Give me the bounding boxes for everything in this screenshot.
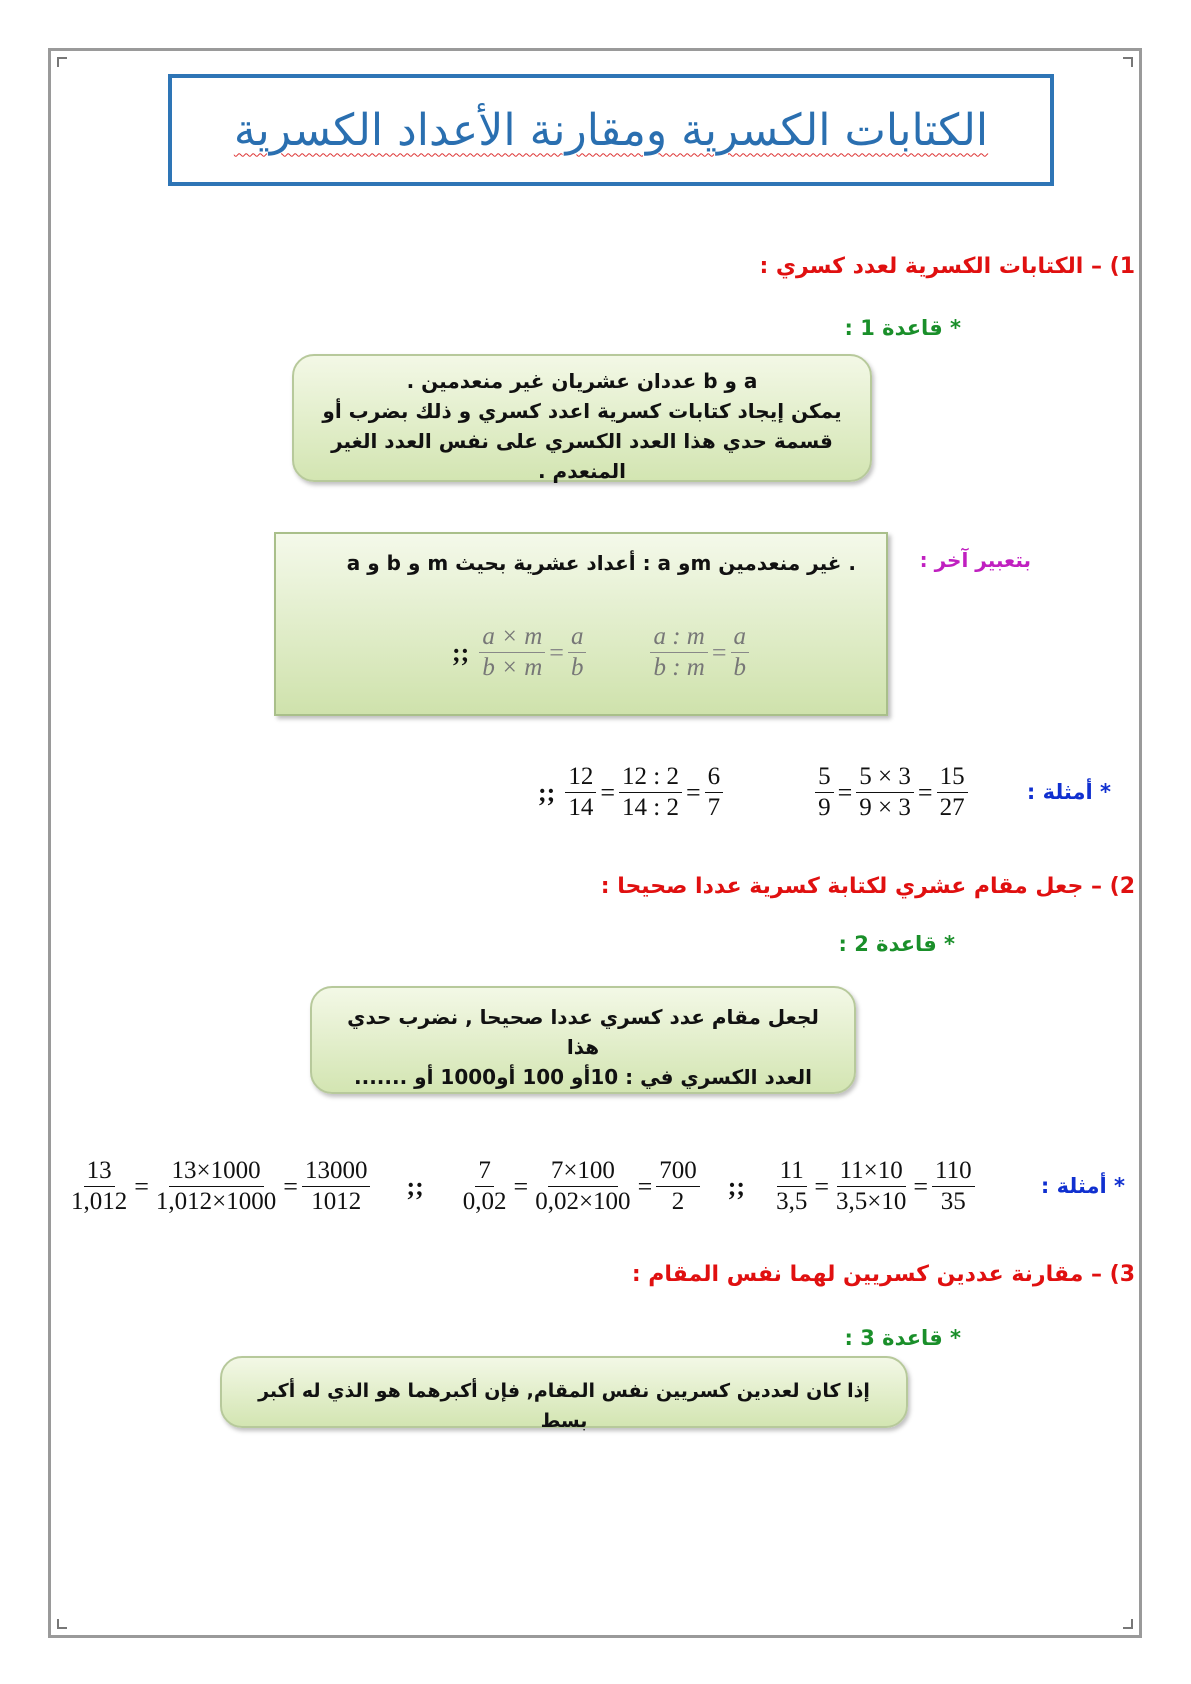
fraction: $\frac{5}{9}$ [815, 762, 834, 823]
rule1-label: * قاعدة 1 : [844, 316, 961, 340]
rule1-line: يمكن إيجاد كتابات كسرية اعدد كسري و ذلك بضرب أو [322, 399, 842, 423]
separator: ;; [452, 637, 470, 667]
fraction: $\frac{12 : 2}{14 : 2}$ [619, 762, 682, 823]
rule1-line: a و b عددان عشريان غير منعدمين . [406, 369, 758, 393]
equals-sign: = [913, 1171, 929, 1201]
equals-sign: = [685, 777, 701, 807]
rule1-line: قسمة حدي هذا العدد الكسري على نفس العدد الغير المنعدم . [331, 429, 833, 483]
fraction: $\frac{a}{b}$ [568, 622, 587, 683]
fraction: $\frac{11\times 10}{3,5\times 10}$ [835, 1157, 907, 1215]
formula-row [444, 622, 751, 683]
title-box [168, 74, 1054, 186]
separator: ;; [727, 1171, 746, 1201]
fraction: $\frac{700}{2}$ [656, 1156, 700, 1217]
fraction: $\frac{a : m}{b : m}$ [650, 622, 707, 683]
fraction: $\frac{13}{1,012}$ [71, 1157, 128, 1215]
fraction: $\frac{12}{14}$ [565, 762, 596, 823]
section2-heading: 2) – جعل مقام عشري لكتابة كسرية عددا صحيحا : [600, 874, 1135, 899]
fraction: $\frac{5 \times 3}{9 \times 3}$ [856, 762, 914, 823]
fraction: $\frac{6}{7}$ [705, 762, 724, 823]
rule3-label: * قاعدة 3 : [844, 1326, 961, 1350]
examples2-label: * أمثلة : [1040, 1174, 1125, 1198]
fraction: $\frac{a}{b}$ [731, 622, 750, 683]
fraction: $\frac{11}{3,5}$ [776, 1157, 808, 1215]
equals-sign: = [711, 637, 727, 667]
fraction: $\frac{13\times 1000}{1,012\times 1000}$ [155, 1157, 277, 1215]
formula-box [274, 532, 888, 716]
section3-heading: 3) – مقارنة عددين كسريين لهما نفس المقام : [631, 1262, 1135, 1287]
section1-heading: 1) – الكتابات الكسرية لعدد كسري : [759, 254, 1135, 279]
frame-corner [57, 57, 67, 67]
equals-sign: = [814, 1171, 829, 1201]
fraction: $\frac{a \times m}{b \times m}$ [479, 622, 545, 683]
formula-intro: a و b و m أعداد عشرية بحيث : a وm غير منعدمين . [346, 551, 856, 575]
page-title: الكتابات الكسرية ومقارنة الأعداد الكسرية [233, 104, 989, 156]
rule2-box [310, 986, 856, 1094]
examples1-label: * أمثلة : [1026, 780, 1111, 804]
equals-sign: = [837, 777, 853, 807]
rule3-box [220, 1356, 908, 1432]
rule1-box [292, 354, 872, 482]
frame-corner [1123, 57, 1133, 67]
equals-sign: = [513, 1171, 529, 1201]
examples1-row [530, 762, 970, 823]
rule2-label: * قاعدة 2 : [838, 932, 955, 956]
fraction: $\frac{110}{35}$ [932, 1156, 975, 1217]
equals-sign: = [600, 777, 615, 807]
equals-sign: = [134, 1171, 149, 1201]
fraction: $\frac{13000}{1012}$ [302, 1156, 371, 1217]
equals-sign: = [283, 1171, 298, 1201]
rule2-line: العدد الكسري في : 10أو 100 أو1000 أو ....... [354, 1065, 812, 1089]
rule2-line: لجعل مقام عدد كسري عددا صحيحا , نضرب حدي هذا [347, 1005, 819, 1059]
equals-sign: = [917, 777, 933, 807]
equals-sign: = [637, 1171, 653, 1201]
examples2-row [66, 1156, 977, 1217]
frame-corner [1123, 1619, 1133, 1629]
fraction: $\frac{7\times 100}{0,02\times 100}$ [535, 1157, 631, 1215]
alt-label: بتعبير آخر : [919, 548, 1031, 572]
separator: ;; [538, 777, 556, 807]
separator: ;; [406, 1171, 424, 1201]
equals-sign: = [549, 637, 564, 667]
fraction: $\frac{15}{27}$ [937, 762, 968, 823]
rule3-line: إذا كان لعددين كسريين نفس المقام, فإن أكبرهما هو الذي له أكبر بسط [258, 1380, 870, 1432]
fraction: $\frac{7}{0,02}$ [462, 1157, 507, 1215]
frame-corner [57, 1619, 67, 1629]
